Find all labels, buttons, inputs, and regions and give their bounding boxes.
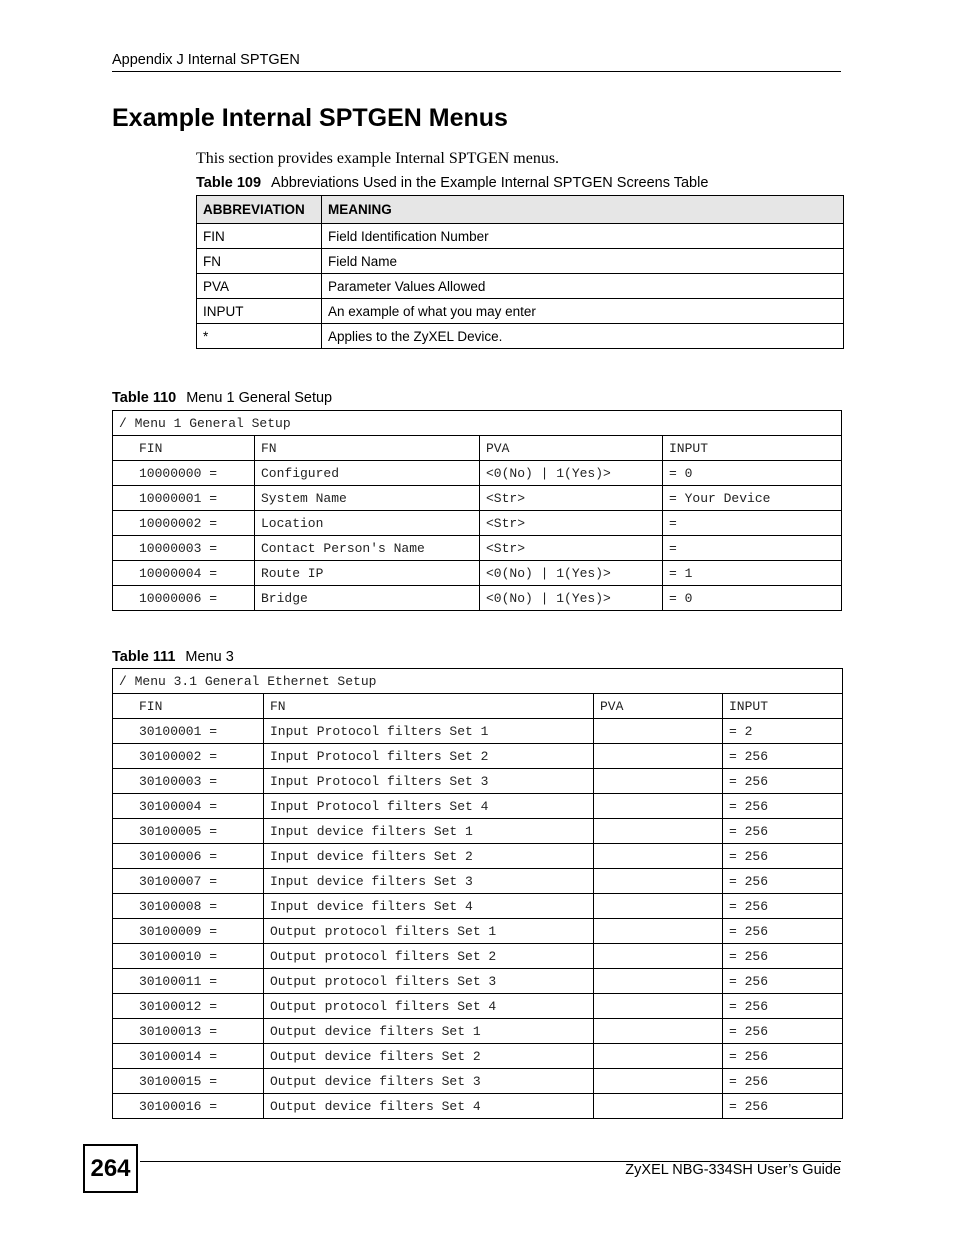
table-cell: 10000001 = xyxy=(113,486,255,511)
table-cell xyxy=(594,719,723,744)
table-title-row xyxy=(113,411,842,436)
table-cell xyxy=(594,819,723,844)
column-header: FN xyxy=(264,694,594,719)
column-header: PVA xyxy=(480,436,663,461)
table-cell: 30100010 = xyxy=(113,944,264,969)
table-cell: 10000004 = xyxy=(113,561,255,586)
table-cell: = 256 xyxy=(723,944,843,969)
table-cell: = 256 xyxy=(723,869,843,894)
table-cell: = 256 xyxy=(723,769,843,794)
table109-caption xyxy=(196,175,708,191)
table-cell: <0(No) | 1(Yes)> xyxy=(480,586,663,611)
table-cell: 30100012 = xyxy=(113,994,264,1019)
table-cell: = 256 xyxy=(723,1019,843,1044)
table111-caption-number: Table 111 xyxy=(112,649,176,665)
table-row xyxy=(113,869,843,894)
table-cell: = 256 xyxy=(723,794,843,819)
table-cell: Input Protocol filters Set 1 xyxy=(264,719,594,744)
table-cell: = 256 xyxy=(723,969,843,994)
table-cell: 30100001 = xyxy=(113,719,264,744)
table110-caption-number: Table 110 xyxy=(112,390,177,406)
menu1-table xyxy=(112,410,842,611)
table110-caption-text: Menu 1 General Setup xyxy=(186,390,333,406)
table-cell: 30100016 = xyxy=(113,1094,264,1119)
table-row xyxy=(113,919,843,944)
table-cell: Input device filters Set 2 xyxy=(264,844,594,869)
table-row xyxy=(113,944,843,969)
table-row xyxy=(113,511,842,536)
table-cell: PVA xyxy=(197,274,322,299)
table-cell: 30100003 = xyxy=(113,769,264,794)
table-cell: = 256 xyxy=(723,894,843,919)
table-cell: Location xyxy=(255,511,480,536)
table-cell: = 256 xyxy=(723,819,843,844)
table-row xyxy=(113,819,843,844)
intro-paragraph: This section provides example Internal SPTGEN menus. xyxy=(196,150,560,167)
table109-caption-number: Table 109 xyxy=(196,175,262,191)
table-cell: Output device filters Set 1 xyxy=(264,1019,594,1044)
table-cell xyxy=(594,994,723,1019)
table-cell: Output device filters Set 3 xyxy=(264,1069,594,1094)
table-row xyxy=(113,1044,843,1069)
table-cell: 30100002 = xyxy=(113,744,264,769)
section-title: Example Internal SPTGEN Menus xyxy=(112,104,508,132)
column-header: FIN xyxy=(113,436,255,461)
table-cell: Parameter Values Allowed xyxy=(322,274,844,299)
guide-title: ZyXEL NBG-334SH User’s Guide xyxy=(625,1162,841,1178)
table-row xyxy=(197,224,844,249)
table-cell xyxy=(594,894,723,919)
table-cell xyxy=(594,944,723,969)
table111-caption xyxy=(112,649,234,665)
table-cell: Input device filters Set 4 xyxy=(264,894,594,919)
table-cell: Input device filters Set 1 xyxy=(264,819,594,844)
table-cell xyxy=(594,1069,723,1094)
table-cell: 10000000 = xyxy=(113,461,255,486)
table-cell: = 256 xyxy=(723,844,843,869)
table-cell: FN xyxy=(197,249,322,274)
table-cell: Output protocol filters Set 2 xyxy=(264,944,594,969)
table-cell: 30100006 = xyxy=(113,844,264,869)
header-divider xyxy=(112,71,841,72)
table-cell: Output protocol filters Set 3 xyxy=(264,969,594,994)
table-row xyxy=(113,586,842,611)
table-cell xyxy=(594,794,723,819)
table-cell: Output device filters Set 4 xyxy=(264,1094,594,1119)
table-cell: Input Protocol filters Set 2 xyxy=(264,744,594,769)
table-cell: 30100008 = xyxy=(113,894,264,919)
table111-caption-text: Menu 3 xyxy=(185,649,234,665)
table-header-row xyxy=(197,196,844,224)
table-cell: = 256 xyxy=(723,744,843,769)
menu-title: / Menu 1 General Setup xyxy=(113,411,842,436)
table-cell: = 0 xyxy=(663,586,842,611)
table-cell xyxy=(594,969,723,994)
abbreviations-table xyxy=(196,195,844,349)
table-cell: <0(No) | 1(Yes)> xyxy=(480,561,663,586)
table-cell: Field Identification Number xyxy=(322,224,844,249)
table-cell: Output device filters Set 2 xyxy=(264,1044,594,1069)
table-cell: 10000003 = xyxy=(113,536,255,561)
table-cell: = 1 xyxy=(663,561,842,586)
page-number: 264 xyxy=(83,1144,138,1193)
table-cell: FIN xyxy=(197,224,322,249)
table-row xyxy=(197,249,844,274)
table-cell: <0(No) | 1(Yes)> xyxy=(480,461,663,486)
table-row xyxy=(113,1094,843,1119)
table-header-row xyxy=(113,436,842,461)
table-cell xyxy=(594,1094,723,1119)
table-row xyxy=(113,1019,843,1044)
column-header: INPUT xyxy=(663,436,842,461)
table-cell: = xyxy=(663,511,842,536)
table-row xyxy=(113,561,842,586)
table-title-row xyxy=(113,669,843,694)
table-cell: INPUT xyxy=(197,299,322,324)
table-row xyxy=(113,969,843,994)
table-cell: = 256 xyxy=(723,919,843,944)
table-cell: = Your Device xyxy=(663,486,842,511)
table-cell: = 0 xyxy=(663,461,842,486)
table-row xyxy=(113,994,843,1019)
table-cell: = 256 xyxy=(723,1069,843,1094)
table-cell: <Str> xyxy=(480,486,663,511)
table-cell: Output protocol filters Set 1 xyxy=(264,919,594,944)
table-cell: 30100011 = xyxy=(113,969,264,994)
table-cell: 30100004 = xyxy=(113,794,264,819)
table-cell: = 256 xyxy=(723,1094,843,1119)
table109-caption-text: Abbreviations Used in the Example Internal SPTGEN Screens Table xyxy=(271,175,709,191)
table-cell: * xyxy=(197,324,322,349)
column-header: ABBREVIATION xyxy=(197,196,322,224)
table-cell xyxy=(594,769,723,794)
table-cell xyxy=(594,744,723,769)
table-row xyxy=(113,894,843,919)
table-cell: Input device filters Set 3 xyxy=(264,869,594,894)
column-header: FN xyxy=(255,436,480,461)
table-cell: 30100015 = xyxy=(113,1069,264,1094)
table-cell: 30100014 = xyxy=(113,1044,264,1069)
table-cell: 30100009 = xyxy=(113,919,264,944)
table-cell: = 256 xyxy=(723,994,843,1019)
column-header: PVA xyxy=(594,694,723,719)
table110-caption xyxy=(112,390,332,406)
table-row xyxy=(113,486,842,511)
table-row xyxy=(113,794,843,819)
table-row xyxy=(113,1069,843,1094)
table-row xyxy=(113,769,843,794)
table-cell: = 256 xyxy=(723,1044,843,1069)
table-cell: Bridge xyxy=(255,586,480,611)
table-row xyxy=(113,844,843,869)
table-cell xyxy=(594,844,723,869)
column-header: FIN xyxy=(113,694,264,719)
table-cell: <Str> xyxy=(480,536,663,561)
running-header: Appendix J Internal SPTGEN xyxy=(112,52,300,68)
table-cell xyxy=(594,919,723,944)
table-cell xyxy=(594,1044,723,1069)
table-cell: 30100007 = xyxy=(113,869,264,894)
table-cell: = xyxy=(663,536,842,561)
table-row xyxy=(113,744,843,769)
table-cell xyxy=(594,1019,723,1044)
table-cell: <Str> xyxy=(480,511,663,536)
table-cell xyxy=(594,869,723,894)
table-cell: 10000002 = xyxy=(113,511,255,536)
table-cell: Field Name xyxy=(322,249,844,274)
table-row xyxy=(197,274,844,299)
table-cell: Applies to the ZyXEL Device. xyxy=(322,324,844,349)
menu3-table xyxy=(112,668,843,1119)
column-header: INPUT xyxy=(723,694,843,719)
table-cell: Contact Person's Name xyxy=(255,536,480,561)
table-row xyxy=(113,461,842,486)
table-row xyxy=(197,299,844,324)
table-cell: Input Protocol filters Set 4 xyxy=(264,794,594,819)
table-cell: Output protocol filters Set 4 xyxy=(264,994,594,1019)
column-header: MEANING xyxy=(322,196,844,224)
table-cell: Route IP xyxy=(255,561,480,586)
table-cell: 30100005 = xyxy=(113,819,264,844)
table-cell: = 2 xyxy=(723,719,843,744)
table-cell: 10000006 = xyxy=(113,586,255,611)
table-header-row xyxy=(113,694,843,719)
table-cell: An example of what you may enter xyxy=(322,299,844,324)
table-row xyxy=(113,536,842,561)
table-cell: System Name xyxy=(255,486,480,511)
menu-title: / Menu 3.1 General Ethernet Setup xyxy=(113,669,843,694)
table-cell: Configured xyxy=(255,461,480,486)
table-row xyxy=(113,719,843,744)
table-cell: Input Protocol filters Set 3 xyxy=(264,769,594,794)
table-row xyxy=(197,324,844,349)
table-cell: 30100013 = xyxy=(113,1019,264,1044)
